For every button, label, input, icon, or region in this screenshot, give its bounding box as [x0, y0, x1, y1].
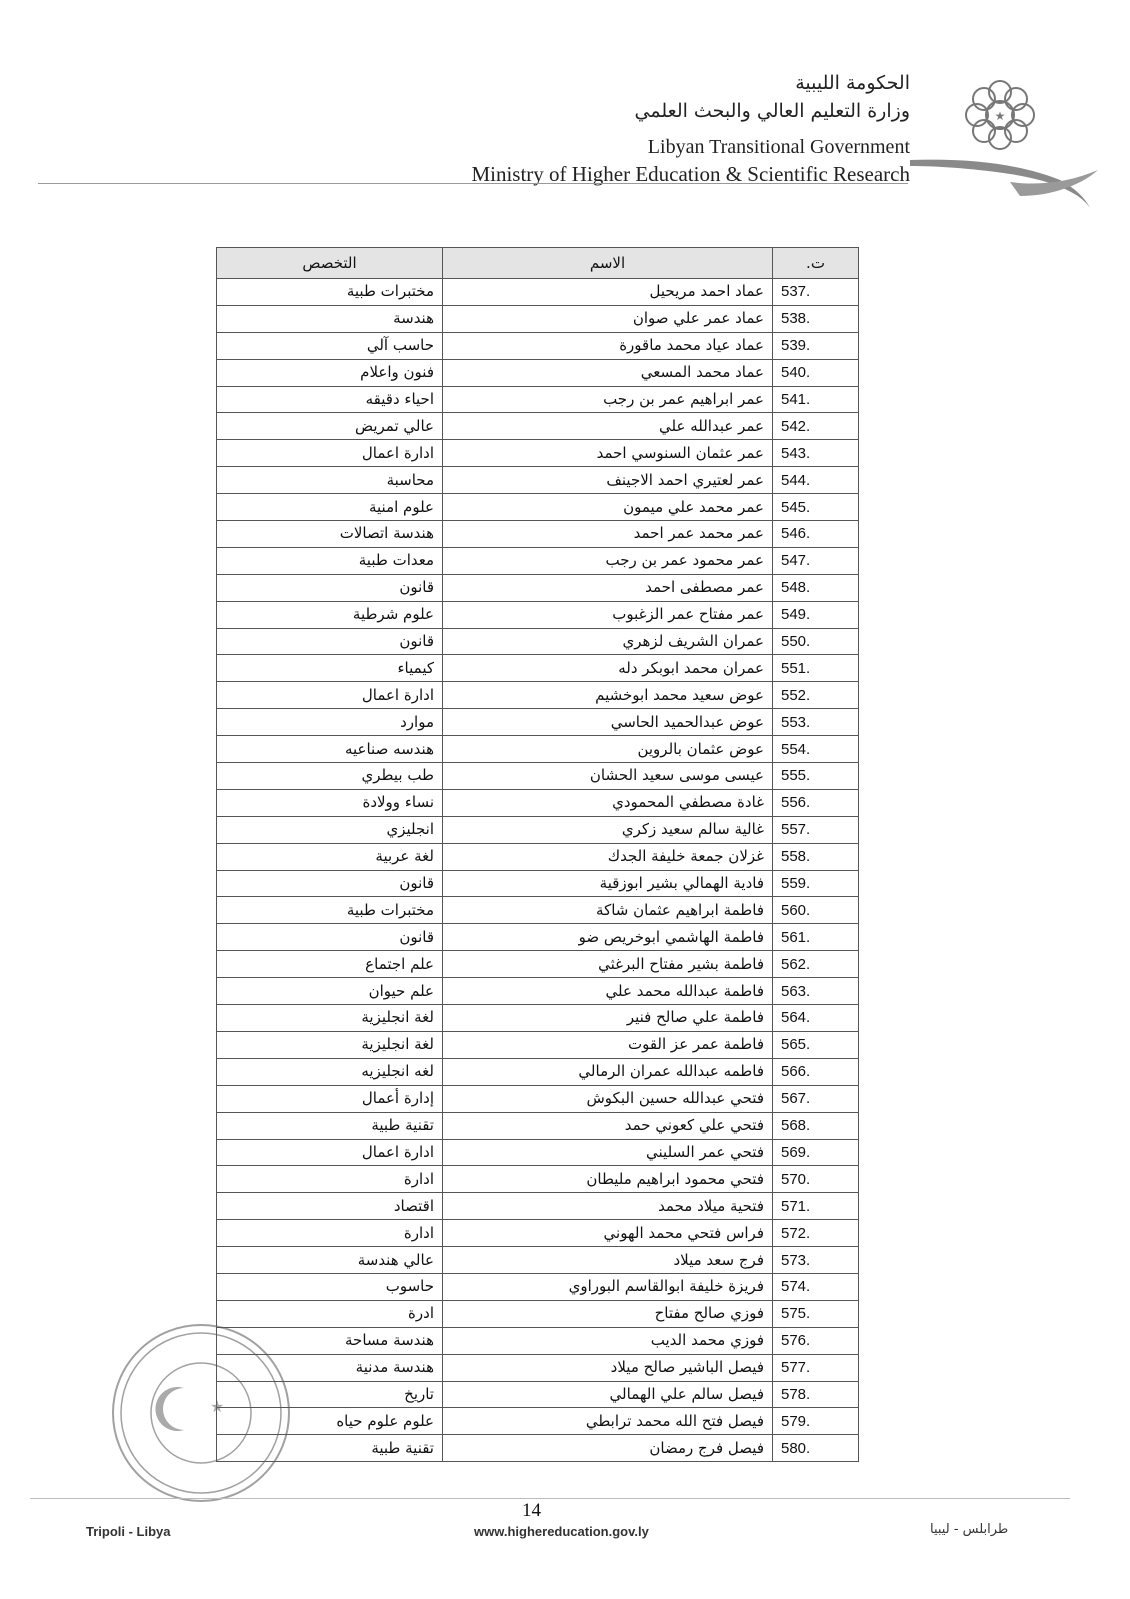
- table-row: [217, 1005, 859, 1032]
- row-specialization: علم حيوان: [217, 978, 443, 1005]
- footer-city-arabic: طرابلس - ليبيا: [930, 1522, 1009, 1537]
- table-row: [217, 682, 859, 709]
- row-name: عمر مفتاح عمر الزغبوب: [443, 601, 773, 628]
- row-name: عماد محمد المسعي: [443, 359, 773, 386]
- table-row: [217, 1085, 859, 1112]
- row-name: فاطمة عمر عز القوت: [443, 1031, 773, 1058]
- row-name: فتحية ميلاد محمد: [443, 1193, 773, 1220]
- row-name: عمر محمد علي ميمون: [443, 494, 773, 521]
- table-row: [217, 1058, 859, 1085]
- row-specialization: موارد: [217, 709, 443, 736]
- table-row: [217, 601, 859, 628]
- row-number: 572.: [773, 1220, 859, 1247]
- row-specialization: هندسة مساحة: [217, 1327, 443, 1354]
- table-row: [217, 279, 859, 306]
- row-number: 537.: [773, 279, 859, 306]
- table-row: [217, 1381, 859, 1408]
- row-specialization: ادارة اعمال: [217, 1139, 443, 1166]
- svg-text:★: ★: [994, 109, 1006, 123]
- row-specialization: ادارة اعمال: [217, 440, 443, 467]
- row-number: 570.: [773, 1166, 859, 1193]
- table-row: [217, 736, 859, 763]
- row-name: عوض عثمان بالروين: [443, 736, 773, 763]
- row-name: فرج سعد ميلاد: [443, 1247, 773, 1274]
- table-row: [217, 709, 859, 736]
- row-specialization: احياء دقيقه: [217, 386, 443, 413]
- row-number: 550.: [773, 628, 859, 655]
- table-row: [217, 332, 859, 359]
- row-number: 543.: [773, 440, 859, 467]
- ministry-name-english: Ministry of Higher Education & Scientific Research: [471, 162, 910, 186]
- row-name: فوزي محمد الديب: [443, 1327, 773, 1354]
- table-row: [217, 978, 859, 1005]
- table-row: [217, 1166, 859, 1193]
- row-number: 568.: [773, 1112, 859, 1139]
- row-number: 558.: [773, 843, 859, 870]
- row-specialization: فنون واعلام: [217, 359, 443, 386]
- table-row: [217, 574, 859, 601]
- table-row: [217, 1220, 859, 1247]
- table-row: [217, 1193, 859, 1220]
- row-name: غالية سالم سعيد زكري: [443, 816, 773, 843]
- row-number: 538.: [773, 305, 859, 332]
- row-specialization: تقنية طبية: [217, 1112, 443, 1139]
- row-number: 561.: [773, 924, 859, 951]
- row-number: 555.: [773, 763, 859, 790]
- government-name-arabic: الحكومة الليبية: [795, 72, 910, 94]
- row-specialization: هندسة مدنية: [217, 1354, 443, 1381]
- table-row: [217, 843, 859, 870]
- row-number: 540.: [773, 359, 859, 386]
- row-number: 548.: [773, 574, 859, 601]
- row-specialization: علوم امنية: [217, 494, 443, 521]
- table-row: [217, 467, 859, 494]
- row-specialization: ادرة: [217, 1300, 443, 1327]
- row-number: 571.: [773, 1193, 859, 1220]
- footer-website-link[interactable]: www.highereducation.gov.ly: [474, 1524, 649, 1539]
- table-row: [217, 1031, 859, 1058]
- row-name: عمران محمد ابوبكر دله: [443, 655, 773, 682]
- row-name: فيصل سالم علي الهمالي: [443, 1381, 773, 1408]
- row-number: 552.: [773, 682, 859, 709]
- row-name: غزلان جمعة خليفة الجدك: [443, 843, 773, 870]
- row-number: 559.: [773, 870, 859, 897]
- row-specialization: كيمياء: [217, 655, 443, 682]
- government-name-english: Libyan Transitional Government: [647, 136, 910, 158]
- row-specialization: ادارة: [217, 1166, 443, 1193]
- table-row: [217, 655, 859, 682]
- row-number: 564.: [773, 1005, 859, 1032]
- row-number: 549.: [773, 601, 859, 628]
- row-specialization: ادارة اعمال: [217, 682, 443, 709]
- row-number: 577.: [773, 1354, 859, 1381]
- row-name: فيصل فتح الله محمد ترابطي: [443, 1408, 773, 1435]
- row-number: 546.: [773, 521, 859, 548]
- table-row: [217, 521, 859, 548]
- row-name: عمر عثمان السنوسي احمد: [443, 440, 773, 467]
- table-row: [217, 1139, 859, 1166]
- row-specialization: علم اجتماع: [217, 951, 443, 978]
- table-row: [217, 359, 859, 386]
- row-number: 560.: [773, 897, 859, 924]
- row-specialization: قانون: [217, 628, 443, 655]
- table-row: [217, 897, 859, 924]
- table-header-row: [217, 248, 859, 279]
- official-stamp-icon: [106, 1318, 296, 1508]
- row-specialization: هندسة: [217, 305, 443, 332]
- row-number: 541.: [773, 386, 859, 413]
- table-row: [217, 440, 859, 467]
- row-name: عمر مصطفى احمد: [443, 574, 773, 601]
- row-number: 576.: [773, 1327, 859, 1354]
- row-number: 567.: [773, 1085, 859, 1112]
- table-row: [217, 628, 859, 655]
- row-name: عمر محمد عمر احمد: [443, 521, 773, 548]
- row-name: فوزي صالح مفتاح: [443, 1300, 773, 1327]
- row-specialization: قانون: [217, 870, 443, 897]
- row-specialization: عالي هندسة: [217, 1247, 443, 1274]
- row-specialization: انجليزي: [217, 816, 443, 843]
- row-name: فيصل الباشير صالح ميلاد: [443, 1354, 773, 1381]
- row-name: فادية الهمالي بشير ابوزقية: [443, 870, 773, 897]
- header-number: ت.: [773, 248, 859, 279]
- row-number: 565.: [773, 1031, 859, 1058]
- row-name: عمران الشريف لزهري: [443, 628, 773, 655]
- table-row: [217, 547, 859, 574]
- row-number: 562.: [773, 951, 859, 978]
- row-name: عيسى موسى سعيد الحشان: [443, 763, 773, 790]
- page-number: 14: [522, 1500, 541, 1521]
- table-row: [217, 1273, 859, 1300]
- row-specialization: علوم علوم حياه: [217, 1408, 443, 1435]
- header-specialization: التخصص: [217, 248, 443, 279]
- row-name: عمر عبدالله علي: [443, 413, 773, 440]
- footer-city-english: Tripoli - Libya: [86, 1524, 171, 1539]
- row-name: فاطمة علي صالح فنير: [443, 1005, 773, 1032]
- row-name: فتحي محمود ابراهيم مليطان: [443, 1166, 773, 1193]
- ministry-name-arabic: وزارة التعليم العالي والبحث العلمي: [634, 100, 910, 122]
- row-specialization: هندسة اتصالات: [217, 521, 443, 548]
- row-specialization: علوم شرطية: [217, 601, 443, 628]
- row-specialization: معدات طبية: [217, 547, 443, 574]
- row-specialization: تقنية طبية: [217, 1435, 443, 1462]
- row-number: 574.: [773, 1273, 859, 1300]
- table-row: [217, 924, 859, 951]
- row-number: 557.: [773, 816, 859, 843]
- row-number: 580.: [773, 1435, 859, 1462]
- row-number: 544.: [773, 467, 859, 494]
- row-number: 545.: [773, 494, 859, 521]
- table-row: [217, 870, 859, 897]
- row-name: عمر ابراهيم عمر بن رجب: [443, 386, 773, 413]
- row-name: عمر محمود عمر بن رجب: [443, 547, 773, 574]
- table-row: [217, 789, 859, 816]
- book-swoosh-icon: [910, 140, 1100, 210]
- table-row: [217, 494, 859, 521]
- row-name: فاطمه عبدالله عمران الرمالي: [443, 1058, 773, 1085]
- row-specialization: هندسه صناعيه: [217, 736, 443, 763]
- row-specialization: إدارة أعمال: [217, 1085, 443, 1112]
- row-name: فتحي عمر السليني: [443, 1139, 773, 1166]
- row-number: 566.: [773, 1058, 859, 1085]
- row-number: 556.: [773, 789, 859, 816]
- table-row: [217, 763, 859, 790]
- row-specialization: ادارة: [217, 1220, 443, 1247]
- header-name: الاسم: [443, 248, 773, 279]
- row-number: 573.: [773, 1247, 859, 1274]
- row-specialization: تاريخ: [217, 1381, 443, 1408]
- row-name: غادة مصطفي المحمودي: [443, 789, 773, 816]
- row-specialization: قانون: [217, 924, 443, 951]
- row-name: عوض سعيد محمد ابوخشيم: [443, 682, 773, 709]
- row-specialization: مختبرات طبية: [217, 279, 443, 306]
- row-specialization: قانون: [217, 574, 443, 601]
- table-row: [217, 951, 859, 978]
- row-number: 551.: [773, 655, 859, 682]
- row-specialization: لغه انجليزيه: [217, 1058, 443, 1085]
- names-table: [216, 247, 859, 1462]
- table-row: [217, 386, 859, 413]
- row-name: عماد احمد مريحيل: [443, 279, 773, 306]
- table-row: [217, 816, 859, 843]
- row-number: 569.: [773, 1139, 859, 1166]
- row-name: فاطمة بشير مفتاح البرغثي: [443, 951, 773, 978]
- row-number: 553.: [773, 709, 859, 736]
- header-divider: [38, 183, 908, 184]
- row-specialization: حاسوب: [217, 1273, 443, 1300]
- row-number: 563.: [773, 978, 859, 1005]
- row-specialization: محاسبة: [217, 467, 443, 494]
- row-number: 579.: [773, 1408, 859, 1435]
- row-number: 554.: [773, 736, 859, 763]
- row-specialization: حاسب آلي: [217, 332, 443, 359]
- row-number: 578.: [773, 1381, 859, 1408]
- table-row: [217, 1435, 859, 1462]
- row-name: فاطمة ابراهيم عثمان شاكة: [443, 897, 773, 924]
- row-specialization: اقتصاد: [217, 1193, 443, 1220]
- row-name: فتحي علي كعوني حمد: [443, 1112, 773, 1139]
- svg-text:★: ★: [210, 1397, 225, 1416]
- row-name: عماد عياد محمد ماقورة: [443, 332, 773, 359]
- table-row: [217, 1327, 859, 1354]
- row-name: فيصل فرج رمضان: [443, 1435, 773, 1462]
- row-name: عماد عمر علي صوان: [443, 305, 773, 332]
- row-name: فاطمة عبدالله محمد علي: [443, 978, 773, 1005]
- row-number: 542.: [773, 413, 859, 440]
- row-name: عمر لعتيري احمد الاجينف: [443, 467, 773, 494]
- row-number: 539.: [773, 332, 859, 359]
- table-row: [217, 1354, 859, 1381]
- row-specialization: عالي تمريض: [217, 413, 443, 440]
- table-row: [217, 1247, 859, 1274]
- table-row: [217, 1408, 859, 1435]
- table-row: [217, 1300, 859, 1327]
- footer-divider: [30, 1498, 1070, 1499]
- row-specialization: لغة عربية: [217, 843, 443, 870]
- table-row: [217, 413, 859, 440]
- table-row: [217, 305, 859, 332]
- table-row: [217, 1112, 859, 1139]
- row-name: فريزة خليفة ابوالقاسم البوراوي: [443, 1273, 773, 1300]
- row-specialization: طب بيطري: [217, 763, 443, 790]
- row-specialization: لغة انجليزية: [217, 1005, 443, 1032]
- row-specialization: نساء وولادة: [217, 789, 443, 816]
- row-name: فراس فتحي محمد الهوني: [443, 1220, 773, 1247]
- row-name: فاطمة الهاشمي ابوخريص ضو: [443, 924, 773, 951]
- row-name: عوض عبدالحميد الحاسي: [443, 709, 773, 736]
- row-specialization: مختبرات طبية: [217, 897, 443, 924]
- row-number: 547.: [773, 547, 859, 574]
- row-number: 575.: [773, 1300, 859, 1327]
- row-specialization: لغة انجليزية: [217, 1031, 443, 1058]
- row-name: فتحي عبدالله حسين البكوش: [443, 1085, 773, 1112]
